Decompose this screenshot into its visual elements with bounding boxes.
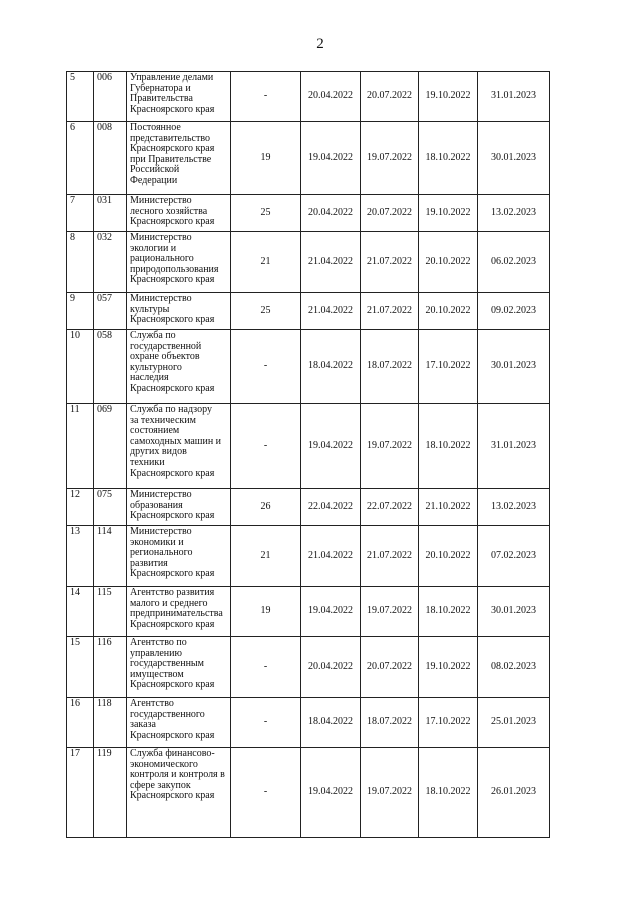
row-number: 8 xyxy=(67,232,94,293)
department-name: Министерство культуры Красноярского края xyxy=(127,293,231,330)
date-q2: 21.07.2022 xyxy=(361,293,419,330)
date-q3: 17.10.2022 xyxy=(419,330,478,404)
department-code: 114 xyxy=(94,526,127,587)
date-q1: 19.04.2022 xyxy=(301,404,361,489)
department-code: 032 xyxy=(94,232,127,293)
date-q2: 18.07.2022 xyxy=(361,698,419,748)
department-code: 031 xyxy=(94,195,127,232)
date-q1: 18.04.2022 xyxy=(301,330,361,404)
date-q3: 17.10.2022 xyxy=(419,698,478,748)
count-value: - xyxy=(231,637,301,698)
count-value: 26 xyxy=(231,489,301,526)
table-row xyxy=(67,587,550,637)
row-number: 15 xyxy=(67,637,94,698)
table-row xyxy=(67,330,550,404)
table-body xyxy=(67,72,550,838)
table-row xyxy=(67,698,550,748)
date-q1: 20.04.2022 xyxy=(301,195,361,232)
date-q2: 20.07.2022 xyxy=(361,195,419,232)
row-number: 10 xyxy=(67,330,94,404)
department-name: Агентство государственного заказа Красноярского края xyxy=(127,698,231,748)
date-q2: 19.07.2022 xyxy=(361,748,419,838)
table-row xyxy=(67,72,550,122)
date-q3: 18.10.2022 xyxy=(419,748,478,838)
date-q3: 20.10.2022 xyxy=(419,293,478,330)
department-name: Служба по государственной охране объектов культурного наследия Красноярского края xyxy=(127,330,231,404)
table-row xyxy=(67,232,550,293)
count-value: - xyxy=(231,404,301,489)
count-value: 21 xyxy=(231,232,301,293)
date-q1: 19.04.2022 xyxy=(301,748,361,838)
date-q2: 20.07.2022 xyxy=(361,637,419,698)
count-value: - xyxy=(231,72,301,122)
date-q3: 18.10.2022 xyxy=(419,122,478,195)
date-q3: 18.10.2022 xyxy=(419,404,478,489)
row-number: 13 xyxy=(67,526,94,587)
count-value: 25 xyxy=(231,293,301,330)
count-value: - xyxy=(231,330,301,404)
table-row xyxy=(67,526,550,587)
date-q1: 18.04.2022 xyxy=(301,698,361,748)
date-q3: 19.10.2022 xyxy=(419,72,478,122)
date-q1: 19.04.2022 xyxy=(301,587,361,637)
department-code: 116 xyxy=(94,637,127,698)
table-row xyxy=(67,293,550,330)
date-annual: 08.02.2023 xyxy=(478,637,550,698)
row-number: 17 xyxy=(67,748,94,838)
schedule-table xyxy=(66,71,550,838)
date-q3: 20.10.2022 xyxy=(419,526,478,587)
table-row xyxy=(67,404,550,489)
date-q2: 19.07.2022 xyxy=(361,404,419,489)
date-annual: 30.01.2023 xyxy=(478,587,550,637)
date-annual: 26.01.2023 xyxy=(478,748,550,838)
page-number: 2 xyxy=(316,36,324,52)
department-code: 118 xyxy=(94,698,127,748)
row-number: 12 xyxy=(67,489,94,526)
count-value: 19 xyxy=(231,122,301,195)
date-annual: 07.02.2023 xyxy=(478,526,550,587)
row-number: 14 xyxy=(67,587,94,637)
date-annual: 25.01.2023 xyxy=(478,698,550,748)
department-name: Управление делами Губернатора и Правительства Красноярского края xyxy=(127,72,231,122)
count-value: - xyxy=(231,698,301,748)
date-q3: 20.10.2022 xyxy=(419,232,478,293)
department-name: Служба по надзору за техническим состоянием самоходных машин и других видов техники Красноярского края xyxy=(127,404,231,489)
date-q1: 21.04.2022 xyxy=(301,526,361,587)
date-q2: 21.07.2022 xyxy=(361,526,419,587)
date-annual: 13.02.2023 xyxy=(478,195,550,232)
date-q1: 20.04.2022 xyxy=(301,72,361,122)
count-value: - xyxy=(231,748,301,838)
date-q2: 19.07.2022 xyxy=(361,587,419,637)
department-code: 075 xyxy=(94,489,127,526)
table-row xyxy=(67,195,550,232)
table-row xyxy=(67,122,550,195)
date-q3: 19.10.2022 xyxy=(419,637,478,698)
row-number: 9 xyxy=(67,293,94,330)
department-code: 008 xyxy=(94,122,127,195)
department-name: Министерство лесного хозяйства Красноярского края xyxy=(127,195,231,232)
department-name: Агентство развития малого и среднего предпринимательства Красноярского края xyxy=(127,587,231,637)
date-q1: 20.04.2022 xyxy=(301,637,361,698)
department-code: 069 xyxy=(94,404,127,489)
date-annual: 09.02.2023 xyxy=(478,293,550,330)
row-number: 6 xyxy=(67,122,94,195)
department-code: 057 xyxy=(94,293,127,330)
department-code: 058 xyxy=(94,330,127,404)
date-annual: 06.02.2023 xyxy=(478,232,550,293)
date-annual: 31.01.2023 xyxy=(478,404,550,489)
date-q2: 20.07.2022 xyxy=(361,72,419,122)
date-annual: 30.01.2023 xyxy=(478,330,550,404)
row-number: 5 xyxy=(67,72,94,122)
date-q2: 19.07.2022 xyxy=(361,122,419,195)
count-value: 25 xyxy=(231,195,301,232)
date-q2: 18.07.2022 xyxy=(361,330,419,404)
date-q1: 19.04.2022 xyxy=(301,122,361,195)
date-q2: 21.07.2022 xyxy=(361,232,419,293)
date-q1: 21.04.2022 xyxy=(301,293,361,330)
count-value: 21 xyxy=(231,526,301,587)
date-q3: 21.10.2022 xyxy=(419,489,478,526)
date-q1: 21.04.2022 xyxy=(301,232,361,293)
table-row xyxy=(67,637,550,698)
table-row xyxy=(67,748,550,838)
row-number: 11 xyxy=(67,404,94,489)
date-annual: 13.02.2023 xyxy=(478,489,550,526)
department-name: Министерство образования Красноярского края xyxy=(127,489,231,526)
department-name: Министерство экологии и рационального природопользования Красноярского края xyxy=(127,232,231,293)
department-name: Министерство экономики и регионального развития Красноярского края xyxy=(127,526,231,587)
count-value: 19 xyxy=(231,587,301,637)
row-number: 16 xyxy=(67,698,94,748)
department-name: Агентство по управлению государственным имуществом Красноярского края xyxy=(127,637,231,698)
department-name: Служба финансово- экономического контроля и контроля в сфере закупок Красноярского края xyxy=(127,748,231,838)
date-annual: 31.01.2023 xyxy=(478,72,550,122)
date-q3: 19.10.2022 xyxy=(419,195,478,232)
date-annual: 30.01.2023 xyxy=(478,122,550,195)
row-number: 7 xyxy=(67,195,94,232)
department-code: 115 xyxy=(94,587,127,637)
table-row xyxy=(67,489,550,526)
department-code: 006 xyxy=(94,72,127,122)
department-name: Постоянное представительство Красноярского края при Правительстве Российской Федерации xyxy=(127,122,231,195)
date-q2: 22.07.2022 xyxy=(361,489,419,526)
date-q1: 22.04.2022 xyxy=(301,489,361,526)
date-q3: 18.10.2022 xyxy=(419,587,478,637)
department-code: 119 xyxy=(94,748,127,838)
